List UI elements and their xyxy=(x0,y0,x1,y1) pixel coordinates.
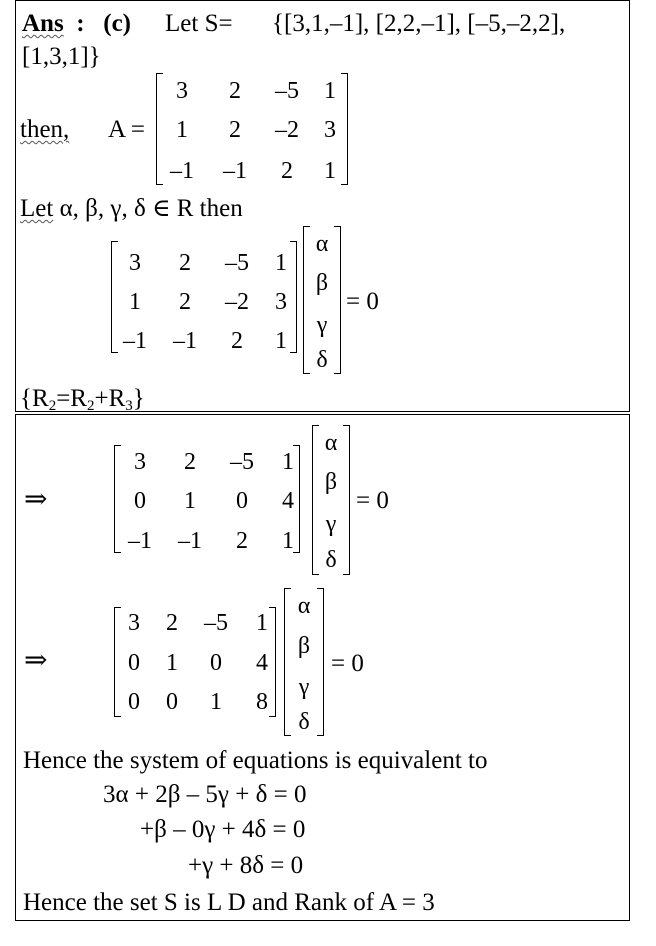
matrix-cell: 1 xyxy=(275,250,287,276)
bracket-right xyxy=(343,425,350,575)
matrix-cell: 1 xyxy=(210,689,222,715)
matrix-cell: 3 xyxy=(128,610,140,636)
matrix-cell: –1 xyxy=(173,328,197,354)
answer-header: Ans : (c) xyxy=(22,10,132,37)
equals-zero: = 0 xyxy=(346,288,379,315)
bracket-left xyxy=(114,445,121,553)
bracket-right xyxy=(269,607,276,717)
matrix-cell: 3 xyxy=(176,78,188,104)
matrix-cell: 0 xyxy=(128,650,140,676)
bracket-right xyxy=(334,226,341,374)
matrix-cell: –5 xyxy=(275,78,299,104)
matrix-cell: 2 xyxy=(166,610,178,636)
matrix-cell: –5 xyxy=(204,610,228,636)
system-equation-1: 3α + 2β – 5γ + δ = 0 xyxy=(103,781,307,808)
bracket-right xyxy=(341,73,348,185)
matrix-cell: 4 xyxy=(256,650,268,676)
matrix-cell: 1 xyxy=(282,528,294,554)
vector-entry: α xyxy=(315,231,329,257)
vector-entry: γ xyxy=(325,511,337,537)
row-operation: $\{R_2=R_2+R_3\}$ xyxy=(20,385,145,414)
matrix-cell: 2 xyxy=(229,78,241,104)
matrix-cell: –1 xyxy=(123,328,147,354)
matrix-cell: 0 xyxy=(128,689,140,715)
matrix-cell: –5 xyxy=(225,250,249,276)
matrix-cell: 3 xyxy=(134,449,146,475)
matrix-cell: –1 xyxy=(178,528,202,554)
matrix-cell: –2 xyxy=(225,289,249,315)
bracket-left xyxy=(312,425,319,575)
system-equation-3: +γ + 8δ = 0 xyxy=(188,852,304,879)
implies-symbol: ⇒ xyxy=(24,484,48,515)
conclusion: Hence the set S is L D and Rank of A = 3 xyxy=(23,889,435,916)
vector-entry: γ xyxy=(298,674,310,700)
vector-entry: β xyxy=(315,270,329,296)
bracket-left xyxy=(303,226,310,374)
matrix-cell: –1 xyxy=(170,158,194,184)
matrix-cell: 1 xyxy=(129,289,141,315)
matrix-cell: 0 xyxy=(210,650,222,676)
matrix-cell: 2 xyxy=(281,158,293,184)
implies-symbol: ⇒ xyxy=(24,645,48,676)
bracket-right xyxy=(290,241,297,353)
bracket-right xyxy=(317,588,324,736)
matrix-cell: –1 xyxy=(223,158,247,184)
matrix-cell: –1 xyxy=(128,528,152,554)
vector-entry: δ xyxy=(316,347,328,373)
matrix-cell: –2 xyxy=(275,117,299,143)
matrix-cell: 2 xyxy=(184,449,196,475)
matrix-cell: 0 xyxy=(134,488,146,514)
bracket-right xyxy=(293,445,300,553)
matrix-cell: 1 xyxy=(256,610,268,636)
matrix-cell: 2 xyxy=(236,528,248,554)
matrix-cell: 3 xyxy=(324,117,336,143)
vector-entry: γ xyxy=(316,312,328,338)
bracket-left xyxy=(284,588,291,736)
vector-entry: δ xyxy=(325,547,337,573)
vector-entry: β xyxy=(297,633,311,659)
bracket-left xyxy=(111,241,118,353)
vector-entry: δ xyxy=(298,709,310,735)
a-label: A = xyxy=(108,116,146,143)
matrix-cell: 8 xyxy=(256,689,268,715)
matrix-cell: 1 xyxy=(166,650,178,676)
let-s-label: Let S= xyxy=(165,10,233,37)
matrix-cell: –5 xyxy=(230,449,254,475)
matrix-cell: 1 xyxy=(324,158,336,184)
let-line: Let α, β, γ, δ ∈ R then xyxy=(20,195,243,222)
matrix-cell: 2 xyxy=(229,117,241,143)
bracket-left xyxy=(156,73,163,185)
matrix-cell: 3 xyxy=(129,250,141,276)
system-intro: Hence the system of equations is equivalent to xyxy=(23,747,488,774)
matrix-cell: 1 xyxy=(282,449,294,475)
set-definition-line1: {[3,1,–1], [2,2,–1], [–5,–2,2], xyxy=(272,10,566,37)
matrix-cell: 1 xyxy=(275,328,287,354)
matrix-cell: 0 xyxy=(236,488,248,514)
equals-zero: = 0 xyxy=(356,487,389,514)
matrix-cell: 4 xyxy=(282,488,294,514)
matrix-cell: 3 xyxy=(275,289,287,315)
vector-entry: α xyxy=(324,430,338,456)
set-definition-line2: [1,3,1]} xyxy=(22,43,101,70)
matrix-cell: 1 xyxy=(176,117,188,143)
matrix-cell: 2 xyxy=(179,289,191,315)
equals-zero: = 0 xyxy=(331,650,364,677)
vector-entry: β xyxy=(324,469,338,495)
then-label: then, xyxy=(20,116,70,143)
matrix-cell: 1 xyxy=(324,78,336,104)
matrix-cell: 2 xyxy=(179,250,191,276)
matrix-cell: 0 xyxy=(166,689,178,715)
vector-entry: α xyxy=(297,593,311,619)
matrix-cell: 1 xyxy=(184,488,196,514)
system-equation-2: +β – 0γ + 4δ = 0 xyxy=(140,816,306,843)
matrix-cell: 2 xyxy=(231,328,243,354)
bracket-left xyxy=(114,607,121,717)
